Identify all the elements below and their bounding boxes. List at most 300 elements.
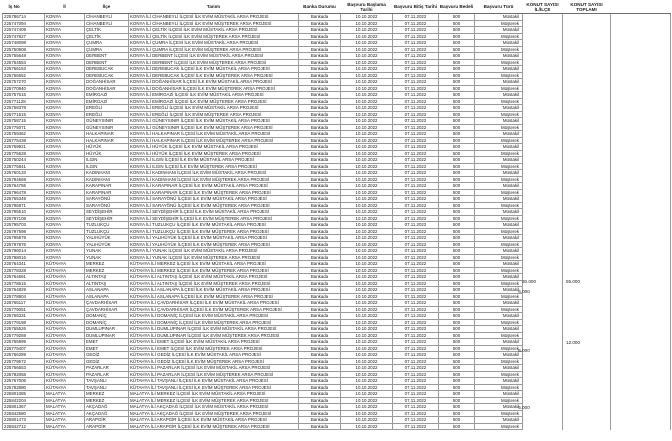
- cell-tanim: KÜTAHYA İLİ ASLANAPA İLÇESİ İLK EVİM MÜSTAKİL ARSA PROJESİ: [129, 287, 299, 294]
- cell-basvuru-bitis: 07.11.2022: [393, 280, 439, 287]
- cell-banka-durumu: Bankada: [299, 339, 341, 346]
- cell-basvuru-bitis: 07.11.2022: [393, 183, 439, 190]
- cell-basvuru-bedeli: 500: [439, 215, 475, 222]
- cell-basvuru-turu: Müşterek: [475, 410, 523, 417]
- cell-basvuru-bedeli: 500: [439, 261, 475, 268]
- cell-basvuru-baslama: 10.10.2022: [341, 79, 393, 86]
- cell-banka-durumu: Bankada: [299, 358, 341, 365]
- cell-banka-durumu: Bankada: [299, 235, 341, 242]
- cell-basvuru-bedeli: 500: [439, 410, 475, 417]
- cell-banka-durumu: Bankada: [299, 202, 341, 209]
- cell-is-no: 225747409: [3, 27, 45, 34]
- cell-basvuru-turu: Müstakil: [475, 313, 523, 320]
- cell-basvuru-baslama: 10.10.2022: [341, 280, 393, 287]
- cell-basvuru-bedeli: 500: [439, 306, 475, 313]
- cell-basvuru-bedeli: 500: [439, 183, 475, 190]
- cell-basvuru-baslama: 10.10.2022: [341, 352, 393, 359]
- cell-il: KÜTAHYA: [45, 319, 85, 326]
- cell-basvuru-turu: Müşterek: [475, 345, 523, 352]
- cell-banka-durumu: Bankada: [299, 27, 341, 34]
- cell-basvuru-turu: Müstakil: [475, 391, 523, 398]
- cell-is-no: 225842712: [3, 423, 45, 430]
- cell-ilce: SARAYÖNÜ: [85, 202, 129, 209]
- cell-basvuru-turu: Müstakil: [475, 14, 523, 21]
- cell-basvuru-bitis: 07.11.2022: [393, 189, 439, 196]
- cell-is-no: 225764755: [3, 183, 45, 190]
- cell-basvuru-bitis: 07.11.2022: [393, 222, 439, 229]
- cell-tanim: KONYA İLİ ÇELTİK İLÇESİ İLK EVİM MÜSTAKİL ARSA PROJESİ: [129, 27, 299, 34]
- cell-basvuru-bedeli: 500: [439, 358, 475, 365]
- cell-basvuru-baslama: 10.10.2022: [341, 157, 393, 164]
- cell-ilce: TAVŞANLI: [85, 384, 129, 391]
- cell-basvuru-baslama: 10.10.2022: [341, 345, 393, 352]
- cell-tanim: KONYA İLİ KARAPINAR İLÇESİ İLK EVİM MÜSTAKİL ARSA PROJESİ: [129, 183, 299, 190]
- cell-ilce: DOMANİÇ: [85, 313, 129, 320]
- cell-tanim: KONYA İLİ SEYDİŞEHİR İLÇESİ İLK EVİM MÜSTAKİL ARSA PROJESİ: [129, 209, 299, 216]
- cell-basvuru-baslama: 10.10.2022: [341, 215, 393, 222]
- cell-is-no: 225842204: [3, 397, 45, 404]
- cell-basvuru-bedeli: 500: [439, 14, 475, 21]
- cell-basvuru-turu: Müstakil: [475, 209, 523, 216]
- cell-basvuru-bitis: 07.11.2022: [393, 378, 439, 385]
- cell-basvuru-bedeli: 500: [439, 163, 475, 170]
- header-basvuru-baslama: Başvuru Başlama Tarihi: [341, 0, 393, 14]
- cell-ilce: EREĞLİ: [85, 105, 129, 112]
- cell-tanim: KONYA İLİ KADINHANI İLÇESİ İLK EVİM MÜŞTEREK ARSA PROJESİ: [129, 176, 299, 183]
- cell-basvuru-bedeli: 500: [439, 280, 475, 287]
- cell-ilce: HALKAPINAR: [85, 137, 129, 144]
- cell-il: KONYA: [45, 131, 85, 138]
- cell-banka-durumu: Bankada: [299, 98, 341, 105]
- cell-basvuru-baslama: 10.10.2022: [341, 183, 393, 190]
- cell-basvuru-bitis: 07.11.2022: [393, 209, 439, 216]
- cell-basvuru-bedeli: 500: [439, 40, 475, 47]
- cell-ilce: KADINHANI: [85, 176, 129, 183]
- cell-basvuru-turu: Müşterek: [475, 150, 523, 157]
- cell-ilce: DOMANİÇ: [85, 319, 129, 326]
- cell-il: KONYA: [45, 183, 85, 190]
- cell-ilce: PAZARLAR: [85, 365, 129, 372]
- cell-basvuru-bedeli: 500: [439, 235, 475, 242]
- cell-il: KONYA: [45, 20, 85, 27]
- cell-banka-durumu: Bankada: [299, 228, 341, 235]
- cell-basvuru-baslama: 10.10.2022: [341, 40, 393, 47]
- cell-banka-durumu: Bankada: [299, 144, 341, 151]
- cell-basvuru-baslama: 10.10.2022: [341, 261, 393, 268]
- cell-il: KONYA: [45, 228, 85, 235]
- cell-is-no: 225767006: [3, 378, 45, 385]
- kutahya-ilce-count: 6.000: [518, 348, 530, 353]
- cell-tanim: KÜTAHYA İLİ GEDİZ İLÇESİ İLK EVİM MÜSTAKİL ARSA PROJESİ: [129, 352, 299, 359]
- cell-is-no: 225798016: [3, 254, 45, 261]
- cell-il: KONYA: [45, 59, 85, 66]
- cell-basvuru-bitis: 07.11.2022: [393, 105, 439, 112]
- cell-banka-durumu: Bankada: [299, 53, 341, 60]
- cell-basvuru-turu: Müstakil: [475, 144, 523, 151]
- cell-banka-durumu: Bankada: [299, 209, 341, 216]
- cell-basvuru-turu: Müşterek: [475, 306, 523, 313]
- cell-is-no: 225756153: [3, 66, 45, 73]
- cell-basvuru-turu: Müstakil: [475, 27, 523, 34]
- kutahya-merkez-count: 6.000: [518, 289, 530, 294]
- cell-tanim: KÜTAHYA İLİ ALTINTAŞ İLÇESİ İLK EVİM MÜSTAKİL ARSA PROJESİ: [129, 274, 299, 281]
- cell-basvuru-turu: Müşterek: [475, 33, 523, 40]
- summary-cell: [523, 423, 563, 430]
- cell-basvuru-turu: Müstakil: [475, 157, 523, 164]
- cell-ilce: DOĞANHİSAR: [85, 79, 129, 86]
- cell-tanim: KÜTAHYA İLİ GEDİZ İLÇESİ İLK EVİM MÜŞTEREK ARSA PROJESİ: [129, 358, 299, 365]
- cell-banka-durumu: Bankada: [299, 157, 341, 164]
- cell-basvuru-bedeli: 500: [439, 111, 475, 118]
- cell-is-no: 225795879: [3, 235, 45, 242]
- cell-basvuru-turu: Müşterek: [475, 46, 523, 53]
- cell-ilce: PAZARLAR: [85, 371, 129, 378]
- cell-ilce: DOĞANHİSAR: [85, 85, 129, 92]
- cell-is-no: 225764341: [3, 261, 45, 268]
- cell-ilce: MERKEZ: [85, 261, 129, 268]
- cell-basvuru-bitis: 07.11.2022: [393, 202, 439, 209]
- cell-tanim: KONYA İLİ CİHANBEYLİ İLÇESİ İLK EVİM MÜSTAKİL ARSA PROJESİ: [129, 14, 299, 21]
- summary-cell: [611, 423, 671, 430]
- cell-basvuru-bitis: 07.11.2022: [393, 235, 439, 242]
- cell-banka-durumu: Bankada: [299, 254, 341, 261]
- cell-banka-durumu: Bankada: [299, 118, 341, 125]
- cell-il: KONYA: [45, 118, 85, 125]
- table-header: [3, 0, 671, 14]
- cell-basvuru-bedeli: 500: [439, 66, 475, 73]
- cell-basvuru-turu: Müstakil: [475, 417, 523, 424]
- cell-basvuru-bitis: 07.11.2022: [393, 79, 439, 86]
- cell-basvuru-turu: Müstakil: [475, 222, 523, 229]
- cell-basvuru-baslama: 10.10.2022: [341, 144, 393, 151]
- cell-il: KONYA: [45, 85, 85, 92]
- cell-is-no: 225778904: [3, 293, 45, 300]
- cell-basvuru-bitis: 07.11.2022: [393, 27, 439, 34]
- cell-is-no: 225796478: [3, 189, 45, 196]
- cell-banka-durumu: Bankada: [299, 287, 341, 294]
- header-basvuru-bitis: Başvuru Bitiş Tarihi: [393, 0, 439, 14]
- cell-basvuru-bedeli: 500: [439, 209, 475, 216]
- cell-il: KÜTAHYA: [45, 306, 85, 313]
- cell-banka-durumu: Bankada: [299, 20, 341, 27]
- cell-basvuru-bitis: 07.11.2022: [393, 176, 439, 183]
- cell-basvuru-bitis: 07.11.2022: [393, 40, 439, 47]
- cell-il: KONYA: [45, 98, 85, 105]
- cell-il: KONYA: [45, 79, 85, 86]
- cell-ilce: ILGIN: [85, 163, 129, 170]
- cell-basvuru-bedeli: 500: [439, 189, 475, 196]
- cell-basvuru-bitis: 07.11.2022: [393, 306, 439, 313]
- cell-basvuru-bitis: 07.11.2022: [393, 228, 439, 235]
- cell-basvuru-turu: Müstakil: [475, 352, 523, 359]
- cell-basvuru-turu: Müstakil: [475, 40, 523, 47]
- cell-ilce: ARAPGİR: [85, 423, 129, 430]
- cell-basvuru-baslama: 10.10.2022: [341, 46, 393, 53]
- cell-ilce: EREĞLİ: [85, 111, 129, 118]
- cell-basvuru-baslama: 10.10.2022: [341, 410, 393, 417]
- cell-tanim: KONYA İLİ ÇELTİK İLÇESİ İLK EVİM MÜŞTEREK ARSA PROJESİ: [129, 33, 299, 40]
- cell-tanim: KONYA İLİ DERBENT İLÇESİ İLK EVİM MÜSTAKİL ARSA PROJESİ: [129, 53, 299, 60]
- cell-ilce: HÜYÜK: [85, 150, 129, 157]
- cell-banka-durumu: Bankada: [299, 410, 341, 417]
- cell-banka-durumu: Bankada: [299, 261, 341, 268]
- cell-banka-durumu: Bankada: [299, 46, 341, 53]
- cell-basvuru-baslama: 10.10.2022: [341, 170, 393, 177]
- cell-is-no: 225765349: [3, 196, 45, 203]
- cell-banka-durumu: Bankada: [299, 345, 341, 352]
- cell-basvuru-bitis: 07.11.2022: [393, 300, 439, 307]
- cell-tanim: KÜTAHYA İLİ DOMANİÇ İLÇESİ İLK EVİM MÜŞTEREK ARSA PROJESİ: [129, 319, 299, 326]
- cell-basvuru-bedeli: 500: [439, 332, 475, 339]
- cell-basvuru-bedeli: 500: [439, 404, 475, 411]
- cell-basvuru-bitis: 07.11.2022: [393, 404, 439, 411]
- cell-banka-durumu: Bankada: [299, 378, 341, 385]
- cell-banka-durumu: Bankada: [299, 183, 341, 190]
- cell-basvuru-turu: Müşterek: [475, 85, 523, 92]
- header-basvuru-bedeli: Başvuru Bedeli: [439, 0, 475, 14]
- cell-basvuru-bedeli: 500: [439, 33, 475, 40]
- cell-is-no: 225795510: [3, 209, 45, 216]
- cell-tanim: KONYA İLİ YUNAK İLÇESİ İLK EVİM MÜSTAKİL ARSA PROJESİ: [129, 248, 299, 255]
- header-ilce: İlçe: [85, 0, 129, 14]
- cell-basvuru-bedeli: 500: [439, 124, 475, 131]
- cell-is-no: 225842580: [3, 410, 45, 417]
- cell-ilce: EMİRGAZİ: [85, 98, 129, 105]
- cell-basvuru-bitis: 07.11.2022: [393, 261, 439, 268]
- cell-tanim: MALATYA İLİ MERKEZ İLÇESİ İLK EVİM MÜŞTEREK ARSA PROJESİ: [129, 397, 299, 404]
- cell-tanim: KÜTAHYA İLİ ASLANAPA İLÇESİ İLK EVİM MÜŞTEREK ARSA PROJESİ: [129, 293, 299, 300]
- cell-tanim: KÜTAHYA İLİ MERKEZ İLÇESİ İLK EVİM MÜSTAKİL ARSA PROJESİ: [129, 261, 299, 268]
- cell-il: KONYA: [45, 33, 85, 40]
- cell-basvuru-baslama: 10.10.2022: [341, 417, 393, 424]
- cell-banka-durumu: Bankada: [299, 397, 341, 404]
- cell-ilce: EMİRGAZİ: [85, 92, 129, 99]
- cell-ilce: GEDİZ: [85, 358, 129, 365]
- cell-basvuru-baslama: 10.10.2022: [341, 397, 393, 404]
- cell-basvuru-bitis: 07.11.2022: [393, 92, 439, 99]
- cell-banka-durumu: Bankada: [299, 241, 341, 248]
- cell-basvuru-bedeli: 500: [439, 79, 475, 86]
- cell-tanim: KONYA İLİ KARAPINAR İLÇESİ İLK EVİM MÜŞTEREK ARSA PROJESİ: [129, 189, 299, 196]
- cell-ilce: DEREBUCAK: [85, 72, 129, 79]
- cell-banka-durumu: Bankada: [299, 111, 341, 118]
- cell-il: KONYA: [45, 163, 85, 170]
- cell-il: MALATYA: [45, 391, 85, 398]
- cell-basvuru-baslama: 10.10.2022: [341, 248, 393, 255]
- cell-basvuru-baslama: 10.10.2022: [341, 222, 393, 229]
- cell-basvuru-bitis: 07.11.2022: [393, 332, 439, 339]
- cell-il: KONYA: [45, 222, 85, 229]
- cell-basvuru-bitis: 07.11.2022: [393, 170, 439, 177]
- cell-ilce: YUNAK: [85, 248, 129, 255]
- cell-banka-durumu: Bankada: [299, 417, 341, 424]
- header-il: İl: [45, 0, 85, 14]
- cell-il: MALATYA: [45, 423, 85, 430]
- cell-tanim: KONYA İLİ DERBENT İLÇESİ İLK EVİM MÜŞTEREK ARSA PROJESİ: [129, 59, 299, 66]
- cell-basvuru-turu: Müstakil: [475, 248, 523, 255]
- cell-il: KONYA: [45, 196, 85, 203]
- cell-basvuru-bedeli: 500: [439, 72, 475, 79]
- cell-banka-durumu: Bankada: [299, 326, 341, 333]
- cell-basvuru-turu: Müstakil: [475, 326, 523, 333]
- cell-banka-durumu: Bankada: [299, 196, 341, 203]
- cell-is-no: 225756652: [3, 72, 45, 79]
- cell-il: KONYA: [45, 215, 85, 222]
- cell-il: MALATYA: [45, 410, 85, 417]
- header-is-no: İş No: [3, 0, 45, 14]
- cell-tanim: KÜTAHYA İLİ MERKEZ İLÇESİ İLK EVİM MÜŞTEREK ARSA PROJESİ: [129, 267, 299, 274]
- cell-basvuru-baslama: 10.10.2022: [341, 20, 393, 27]
- cell-il: KONYA: [45, 14, 85, 21]
- cell-ilce: DUMLUPINAR: [85, 332, 129, 339]
- header-banka-durumu: Banka Durumu: [299, 0, 341, 14]
- cell-tanim: KONYA İLİ YALIHÜYÜK İLÇESİ İLK EVİM MÜSTAKİL ARSA PROJESİ: [129, 235, 299, 242]
- cell-tanim: KÜTAHYA İLİ ÇAVDARHİSAR İLÇESİ İLK EVİM MÜSTAKİL ARSA PROJESİ: [129, 300, 299, 307]
- cell-basvuru-bedeli: 500: [439, 131, 475, 138]
- cell-basvuru-bedeli: 500: [439, 423, 475, 430]
- cell-basvuru-bedeli: 500: [439, 378, 475, 385]
- cell-tanim: KONYA İLİ DEREBUCAK İLÇESİ İLK EVİM MÜSTAKİL ARSA PROJESİ: [129, 66, 299, 73]
- cell-basvuru-baslama: 10.10.2022: [341, 111, 393, 118]
- cell-tanim: KONYA İLİ GÜNEYSINIR İLÇESİ İLK EVİM MÜSTAKİL ARSA PROJESİ: [129, 118, 299, 125]
- cell-basvuru-turu: Müstakil: [475, 261, 523, 268]
- summary-cell: [563, 423, 611, 430]
- cell-ilce: ÇAVDARHİSAR: [85, 306, 129, 313]
- cell-ilce: ALTINTAŞ: [85, 274, 129, 281]
- cell-basvuru-bedeli: 500: [439, 196, 475, 203]
- cell-basvuru-bedeli: 500: [439, 371, 475, 378]
- cell-basvuru-baslama: 10.10.2022: [341, 150, 393, 157]
- cell-il: KÜTAHYA: [45, 365, 85, 372]
- cell-is-no: 225797108: [3, 215, 45, 222]
- cell-tanim: KÜTAHYA İLİ EMET İLÇESİ İLK EVİM MÜŞTEREK ARSA PROJESİ: [129, 345, 299, 352]
- header-empty: [611, 0, 671, 14]
- cell-basvuru-baslama: 10.10.2022: [341, 293, 393, 300]
- cell-is-no: 225796014: [3, 248, 45, 255]
- cell-banka-durumu: Bankada: [299, 163, 341, 170]
- cell-banka-durumu: Bankada: [299, 300, 341, 307]
- cell-basvuru-turu: Müşterek: [475, 254, 523, 261]
- cell-basvuru-baslama: 10.10.2022: [341, 365, 393, 372]
- cell-basvuru-bedeli: 500: [439, 365, 475, 372]
- cell-basvuru-bitis: 07.11.2022: [393, 98, 439, 105]
- cell-basvuru-bitis: 07.11.2022: [393, 66, 439, 73]
- cell-tanim: KONYA İLİ SEYDİŞEHİR İLÇESİ İLK EVİM MÜŞTEREK ARSA PROJESİ: [129, 215, 299, 222]
- cell-il: KONYA: [45, 137, 85, 144]
- cell-banka-durumu: Bankada: [299, 189, 341, 196]
- cell-basvuru-turu: Müşterek: [475, 228, 523, 235]
- cell-tanim: KÜTAHYA İLİ TAVŞANLI İLÇESİ İLK EVİM MÜŞTEREK ARSA PROJESİ: [129, 384, 299, 391]
- cell-tanim: KONYA İLİ HALKAPINAR İLÇESİ İLK EVİM MÜŞTEREK ARSA PROJESİ: [129, 137, 299, 144]
- cell-is-no: 225779407: [3, 345, 45, 352]
- table-row: [3, 423, 671, 430]
- cell-basvuru-bitis: 07.11.2022: [393, 14, 439, 21]
- cell-banka-durumu: Bankada: [299, 280, 341, 287]
- cell-banka-durumu: Bankada: [299, 306, 341, 313]
- cell-basvuru-baslama: 10.10.2022: [341, 98, 393, 105]
- cell-basvuru-bitis: 07.11.2022: [393, 313, 439, 320]
- cell-basvuru-bedeli: 500: [439, 241, 475, 248]
- cell-basvuru-bedeli: 500: [439, 27, 475, 34]
- cell-ilce: MERKEZ: [85, 391, 129, 398]
- cell-basvuru-bedeli: 500: [439, 150, 475, 157]
- cell-basvuru-baslama: 10.10.2022: [341, 391, 393, 398]
- cell-banka-durumu: Bankada: [299, 176, 341, 183]
- cell-basvuru-bedeli: 500: [439, 384, 475, 391]
- cell-il: KÜTAHYA: [45, 280, 85, 287]
- cell-ilce: DERBENT: [85, 59, 129, 66]
- cell-il: MALATYA: [45, 397, 85, 404]
- cell-tanim: MALATYA İLİ ARAPGİR İLÇESİ İLK EVİM MÜŞTEREK ARSA PROJESİ: [129, 423, 299, 430]
- cell-basvuru-baslama: 10.10.2022: [341, 92, 393, 99]
- cell-ilce: ASLANAPA: [85, 287, 129, 294]
- cell-tanim: MALATYA İLİ ARAPGİR İLÇESİ İLK EVİM MÜSTAKİL ARSA PROJESİ: [129, 417, 299, 424]
- cell-basvuru-bedeli: 500: [439, 228, 475, 235]
- cell-basvuru-turu: Müstakil: [475, 404, 523, 411]
- cell-basvuru-baslama: 10.10.2022: [341, 300, 393, 307]
- cell-tanim: KÜTAHYA İLİ PAZARLAR İLÇESİ İLK EVİM MÜSTAKİL ARSA PROJESİ: [129, 365, 299, 372]
- cell-basvuru-turu: Müşterek: [475, 163, 523, 170]
- cell-is-no: 225757615: [3, 92, 45, 99]
- cell-is-no: 225754553: [3, 59, 45, 66]
- cell-basvuru-turu: Müşterek: [475, 20, 523, 27]
- cell-basvuru-bedeli: 500: [439, 391, 475, 398]
- cell-basvuru-bitis: 07.11.2022: [393, 111, 439, 118]
- cell-il: KÜTAHYA: [45, 332, 85, 339]
- cell-is-no: 225775071: [3, 124, 45, 131]
- cell-basvuru-bitis: 07.11.2022: [393, 196, 439, 203]
- cell-is-no: 225778615: [3, 280, 45, 287]
- cell-il: KÜTAHYA: [45, 274, 85, 281]
- cell-basvuru-baslama: 10.10.2022: [341, 202, 393, 209]
- cell-is-no: 225770940: [3, 85, 45, 92]
- cell-ilce: TUZLUKÇU: [85, 228, 129, 235]
- cell-ilce: DUMLUPINAR: [85, 326, 129, 333]
- cell-il: KONYA: [45, 241, 85, 248]
- cell-basvuru-bedeli: 500: [439, 59, 475, 66]
- cell-tanim: KONYA İLİ EMİRGAZİ İLÇESİ İLK EVİM MÜŞTEREK ARSA PROJESİ: [129, 98, 299, 105]
- cell-basvuru-turu: Müşterek: [475, 189, 523, 196]
- cell-is-no: 225765999: [3, 339, 45, 346]
- cell-basvuru-bitis: 07.11.2022: [393, 150, 439, 157]
- cell-basvuru-baslama: 10.10.2022: [341, 196, 393, 203]
- cell-banka-durumu: Bankada: [299, 352, 341, 359]
- cell-is-no: 225759921: [3, 144, 45, 151]
- cell-is-no: 225759362: [3, 131, 45, 138]
- cell-il: KÜTAHYA: [45, 358, 85, 365]
- cell-basvuru-turu: Müşterek: [475, 202, 523, 209]
- kutahya-total: 12.000: [565, 340, 581, 345]
- cell-il: KONYA: [45, 189, 85, 196]
- cell-ilce: SEYDİŞEHİR: [85, 209, 129, 216]
- cell-basvuru-bedeli: 500: [439, 144, 475, 151]
- cell-basvuru-bitis: 07.11.2022: [393, 371, 439, 378]
- cell-is-no: 225801085: [3, 391, 45, 398]
- cell-is-no: 225782058: [3, 371, 45, 378]
- cell-basvuru-bitis: 07.11.2022: [393, 163, 439, 170]
- cell-is-no: 225766553: [3, 365, 45, 372]
- cell-banka-durumu: Bankada: [299, 79, 341, 86]
- cell-basvuru-bitis: 07.11.2022: [393, 391, 439, 398]
- cell-basvuru-bitis: 07.11.2022: [393, 345, 439, 352]
- cell-is-no: 225748098: [3, 40, 45, 47]
- cell-basvuru-bitis: 07.11.2022: [393, 85, 439, 92]
- cell-is-no: 225747827: [3, 33, 45, 40]
- cell-basvuru-turu: Müşterek: [475, 423, 523, 430]
- cell-basvuru-turu: Müşterek: [475, 384, 523, 391]
- cell-banka-durumu: Bankada: [299, 170, 341, 177]
- cell-basvuru-bitis: 07.11.2022: [393, 20, 439, 27]
